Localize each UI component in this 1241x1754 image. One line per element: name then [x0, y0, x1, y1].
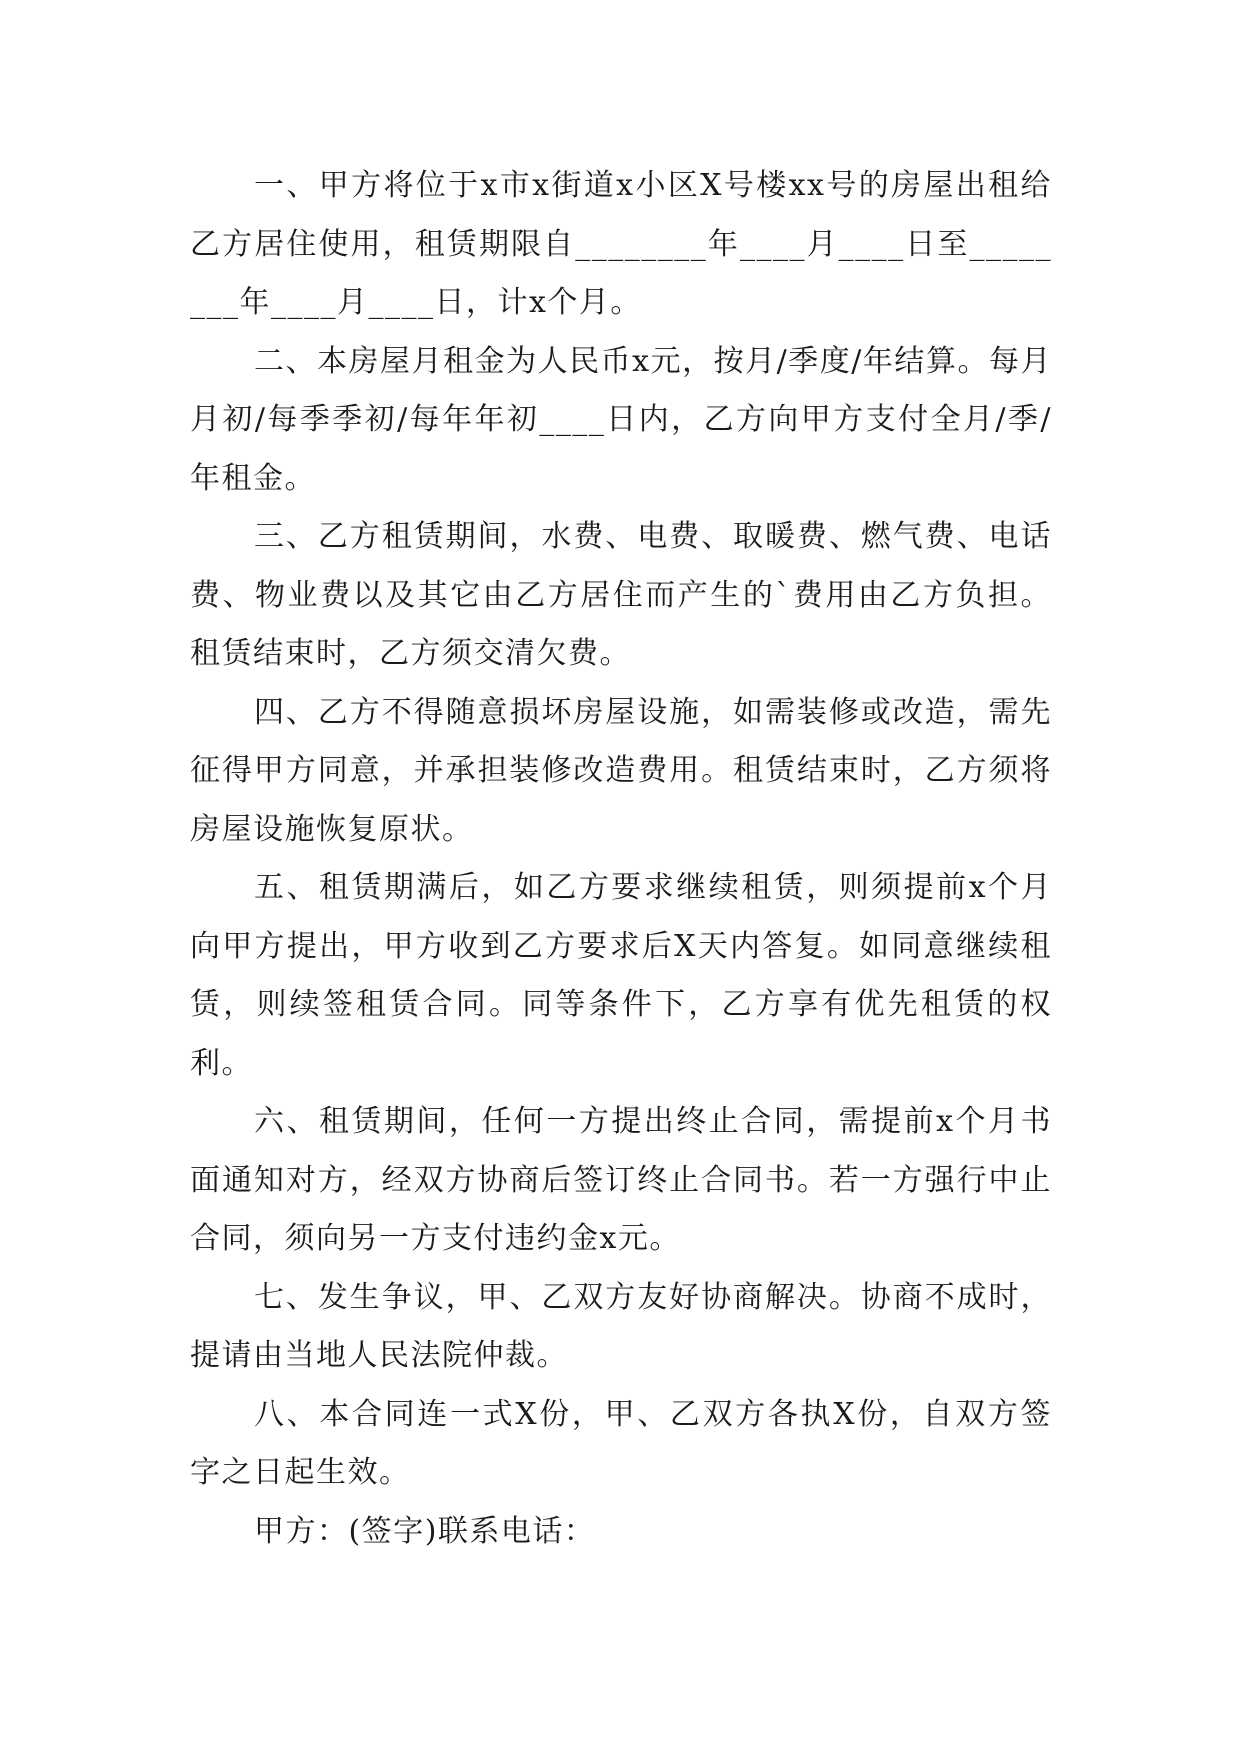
- clause-4-facilities: 四、乙方不得随意损坏房屋设施，如需装修或改造，需先征得甲方同意，并承担装修改造费用。租赁结束时，乙方须将房屋设施恢复原状。: [190, 694, 1052, 847]
- contract-body: [190, 157, 1052, 1561]
- clause-1-rental-term: 一、甲方将位于x市x街道x小区X号楼xx号的房屋出租给乙方居住使用，租赁期限自________年____月____日至________年____月____日，计x个月。: [190, 168, 1052, 320]
- clause-8-copies: 八、本合同连一式X份，甲、乙双方各执X份，自双方签字之日起生效。: [190, 1396, 1052, 1490]
- clause-2-rent-payment: 二、本房屋月租金为人民币x元，按月/季度/年结算。每月月初/每季季初/每年年初____日内，乙方向甲方支付全月/季/年租金。: [190, 343, 1052, 496]
- party-a-signature-line: 甲方：(签字)联系电话：: [254, 1513, 596, 1549]
- clause-3-utility-fees: 三、乙方租赁期间，水费、电费、取暖费、燃气费、电话费、物业费以及其它由乙方居住而产生的`费用由乙方负担。租赁结束时，乙方须交清欠费。: [190, 519, 1052, 671]
- clause-5-renewal: 五、租赁期满后，如乙方要求继续租赁，则须提前x个月向甲方提出，甲方收到乙方要求后X天内答复。如同意继续租赁，则续签租赁合同。同等条件下，乙方享有优先租赁的权利。: [190, 870, 1052, 1081]
- clause-6-termination: 六、租赁期间，任何一方提出终止合同，需提前x个月书面通知对方，经双方协商后签订终止合同书。若一方强行中止合同，须向另一方支付违约金x元。: [190, 1104, 1052, 1256]
- clause-7-disputes: 七、发生争议，甲、乙双方友好协商解决。协商不成时，提请由当地人民法院仲裁。: [190, 1279, 1052, 1373]
